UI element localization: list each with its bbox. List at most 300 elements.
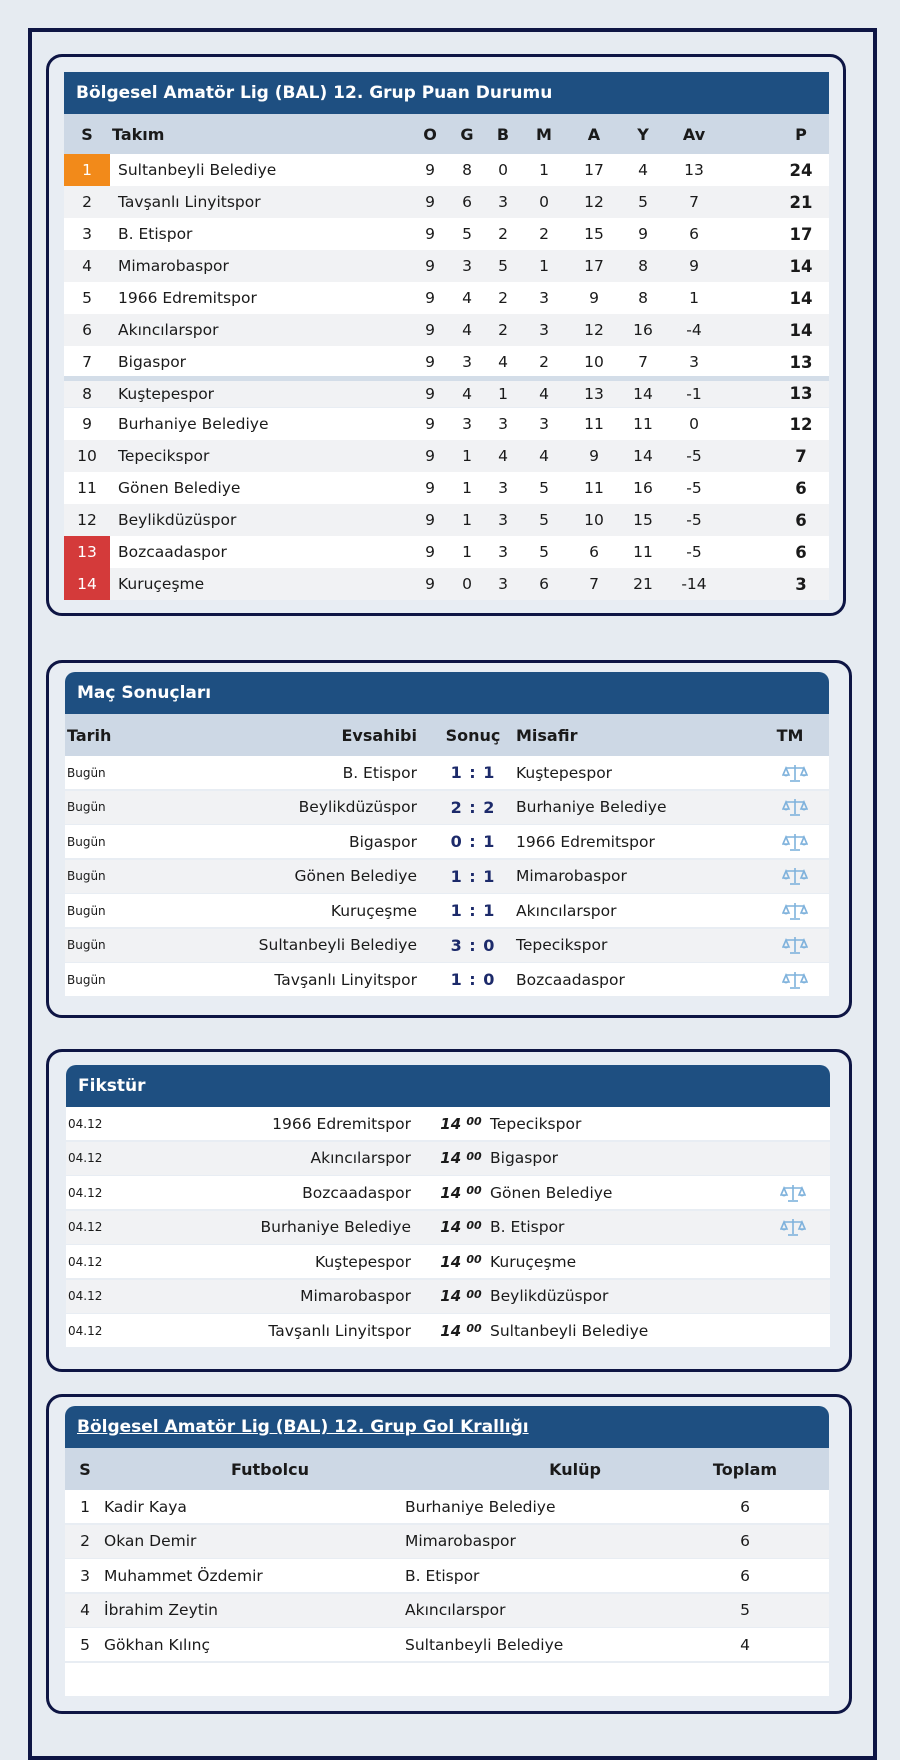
- table-row: [65, 1628, 829, 1661]
- stat-points: 13: [789, 384, 813, 403]
- table-row: [65, 1559, 829, 1592]
- stat-a: 11: [584, 479, 604, 497]
- kickoff-time: [426, 1280, 496, 1313]
- standings-col-p: P: [795, 124, 807, 144]
- stat-o: 9: [425, 543, 435, 561]
- standings-col-av: Av: [682, 124, 706, 144]
- kickoff-hour: 14: [440, 1321, 462, 1340]
- scorers-col-total: Toplam: [712, 1459, 778, 1479]
- stat-points: 14: [789, 288, 813, 308]
- team-name[interactable]: Bozcaadaspor: [118, 543, 227, 561]
- away-team[interactable]: Kuruçeşme: [490, 1252, 577, 1271]
- stat-o: 9: [425, 161, 435, 179]
- stat-o: 9: [425, 353, 435, 371]
- stat-y: 16: [633, 479, 653, 497]
- kickoff-time: [426, 1176, 496, 1209]
- stat-points: 17: [789, 224, 813, 244]
- results-title: [65, 672, 829, 714]
- match-date: Bugün: [67, 972, 106, 987]
- team-name[interactable]: Tavşanlı Linyitspor: [118, 193, 261, 211]
- stat-g: 0: [462, 575, 472, 593]
- stat-b: 5: [498, 257, 508, 275]
- goal-total: 5: [740, 1601, 750, 1619]
- home-team[interactable]: Sultanbeyli Belediye: [258, 936, 417, 954]
- match-date: Bugün: [67, 834, 106, 849]
- player-name[interactable]: Kadir Kaya: [104, 1497, 187, 1516]
- match-score[interactable]: 1 : 0: [450, 970, 496, 989]
- empty-row: [65, 1663, 829, 1696]
- table-row: [66, 1107, 830, 1140]
- goal-total: 6: [740, 1497, 750, 1516]
- scorer-rank: 4: [80, 1601, 90, 1619]
- scales-icon[interactable]: [775, 756, 815, 789]
- stat-m: 5: [539, 479, 549, 497]
- table-row: [65, 791, 829, 824]
- stat-y: 14: [633, 384, 653, 403]
- stat-points: 6: [795, 510, 807, 530]
- rank-cell: 12: [77, 511, 97, 529]
- kickoff-hour: 14: [440, 1183, 462, 1202]
- stat-a: 17: [584, 257, 604, 275]
- stat-points: 12: [789, 414, 813, 434]
- match-score[interactable]: 0 : 1: [450, 832, 496, 851]
- stat-a: 11: [584, 415, 604, 433]
- match-date: Bugün: [67, 869, 106, 883]
- kickoff-hour: 14: [440, 1252, 462, 1271]
- table-row: [65, 929, 829, 962]
- stat-m: 5: [539, 511, 549, 529]
- rank-cell: 4: [82, 257, 92, 275]
- stat-points: 6: [795, 542, 807, 562]
- stat-o: 9: [425, 289, 435, 307]
- table-row: [66, 1142, 830, 1175]
- club-name[interactable]: Mimarobaspor: [405, 1532, 516, 1550]
- kickoff-time: [426, 1142, 496, 1175]
- player-name[interactable]: İbrahim Zeytin: [104, 1601, 218, 1619]
- stat-y: 11: [633, 415, 653, 433]
- stat-b: 3: [498, 575, 508, 593]
- stat-a: 9: [589, 289, 599, 307]
- results-column-header: [65, 714, 829, 756]
- stat-o: 9: [425, 511, 435, 529]
- kickoff-minute: 00: [466, 1253, 482, 1266]
- standings-column-header: [64, 114, 829, 154]
- rank-cell: 7: [82, 353, 92, 371]
- standings-title-text: Bölgesel Amatör Lig (BAL) 12. Grup Puan Durumu: [76, 83, 553, 103]
- stat-y: 8: [638, 289, 648, 307]
- stat-m: 5: [539, 543, 549, 561]
- stat-av: -4: [686, 321, 702, 339]
- standings-col-o: O: [423, 124, 437, 144]
- scorer-rank: 2: [80, 1532, 90, 1550]
- fixture-date: 04.12: [68, 1151, 103, 1165]
- home-team[interactable]: Beylikdüzüspor: [298, 798, 417, 816]
- table-row: [64, 568, 829, 600]
- kickoff-time: [426, 1245, 496, 1278]
- team-name[interactable]: Gönen Belediye: [118, 479, 241, 497]
- away-team[interactable]: Burhaniye Belediye: [516, 798, 667, 816]
- table-row: [64, 346, 829, 378]
- table-row: [64, 218, 829, 250]
- away-team[interactable]: Gönen Belediye: [490, 1183, 613, 1202]
- stat-b: 3: [498, 543, 508, 561]
- away-team[interactable]: Bozcaadaspor: [516, 970, 625, 989]
- home-team[interactable]: B. Etispor: [342, 763, 417, 782]
- away-team[interactable]: Tepecikspor: [516, 936, 608, 954]
- scales-icon[interactable]: [775, 894, 815, 927]
- fixture-date: 04.12: [68, 1185, 103, 1200]
- standings-col-g: G: [460, 124, 474, 144]
- team-name[interactable]: Bigaspor: [118, 353, 187, 371]
- stat-b: 4: [498, 447, 508, 465]
- stat-a: 10: [584, 511, 604, 529]
- fixture-date: 04.12: [68, 1323, 103, 1338]
- rank-cell: 2: [82, 193, 92, 211]
- table-row: [65, 1525, 829, 1558]
- goal-total: 6: [740, 1532, 750, 1550]
- stat-o: 9: [425, 257, 435, 275]
- rank-cell: 1: [64, 154, 110, 186]
- kickoff-time: [426, 1107, 496, 1140]
- away-team[interactable]: Tepecikspor: [490, 1114, 582, 1133]
- fixture-date: 04.12: [68, 1254, 103, 1269]
- table-row: [64, 408, 829, 440]
- stat-g: 1: [462, 511, 472, 529]
- rank-cell: 9: [82, 415, 92, 433]
- table-row: [64, 282, 829, 314]
- away-team[interactable]: Beylikdüzüspor: [490, 1287, 609, 1305]
- team-name[interactable]: Mimarobaspor: [118, 257, 229, 275]
- stat-y: 5: [638, 193, 648, 211]
- home-team[interactable]: Akıncılarspor: [310, 1149, 411, 1167]
- table-row: [64, 440, 829, 472]
- fixtures-title-text: Fikstür: [78, 1076, 146, 1096]
- stat-o: 9: [425, 193, 435, 211]
- stat-a: 12: [584, 193, 604, 211]
- stat-g: 3: [462, 257, 472, 275]
- goal-total: 6: [740, 1566, 750, 1585]
- stat-y: 9: [638, 225, 648, 243]
- stat-y: 8: [638, 257, 648, 275]
- kickoff-time: [426, 1211, 496, 1244]
- stat-av: 13: [684, 161, 704, 179]
- scales-icon[interactable]: [775, 860, 815, 893]
- stat-o: 9: [425, 415, 435, 433]
- away-team[interactable]: Bigaspor: [490, 1149, 559, 1167]
- scorer-rank: 3: [80, 1566, 90, 1585]
- scorers-title: [65, 1406, 829, 1448]
- match-score[interactable]: 1 : 1: [450, 866, 496, 886]
- stat-y: 11: [633, 543, 653, 561]
- home-team[interactable]: Kuştepespor: [314, 1252, 411, 1271]
- table-row: [64, 504, 829, 536]
- stat-g: 1: [462, 543, 472, 561]
- away-team[interactable]: Akıncılarspor: [516, 901, 617, 920]
- rank-cell: 11: [77, 479, 97, 497]
- rank-cell: 13: [64, 536, 110, 568]
- club-name[interactable]: Sultanbeyli Belediye: [405, 1635, 564, 1654]
- stat-g: 1: [462, 479, 472, 497]
- home-team[interactable]: Gönen Belediye: [294, 867, 417, 885]
- home-team[interactable]: Kuruçeşme: [330, 901, 417, 920]
- stat-o: 9: [425, 575, 435, 593]
- team-name[interactable]: Beylikdüzüspor: [118, 511, 237, 529]
- stat-g: 3: [462, 353, 472, 371]
- table-row: [64, 250, 829, 282]
- away-team[interactable]: 1966 Edremitspor: [516, 832, 655, 851]
- stat-y: 4: [638, 161, 648, 179]
- team-name[interactable]: 1966 Edremitspor: [118, 289, 257, 307]
- stat-m: 1: [539, 257, 549, 275]
- scorers-col-player: Futbolcu: [231, 1459, 309, 1479]
- table-row: [66, 1245, 830, 1278]
- stat-y: 15: [633, 511, 653, 529]
- stat-b: 2: [498, 321, 508, 339]
- scorers-column-header: [65, 1448, 829, 1490]
- team-name[interactable]: Tepecikspor: [118, 447, 210, 465]
- stat-m: 4: [539, 384, 549, 403]
- scales-icon[interactable]: [773, 1176, 813, 1209]
- match-date: Bugün: [67, 765, 106, 780]
- table-row: [66, 1314, 830, 1347]
- stat-av: -5: [686, 479, 702, 497]
- rank-cell: 14: [64, 568, 110, 600]
- match-date: Bugün: [67, 938, 106, 952]
- stat-av: -5: [686, 543, 702, 561]
- stat-g: 4: [462, 289, 472, 307]
- stat-g: 5: [462, 225, 472, 243]
- home-team[interactable]: Burhaniye Belediye: [260, 1218, 411, 1236]
- stat-m: 6: [539, 575, 549, 593]
- stat-av: 9: [689, 257, 699, 275]
- standings-col-team: Takım: [112, 124, 165, 144]
- stat-o: 9: [425, 479, 435, 497]
- club-name[interactable]: B. Etispor: [405, 1566, 480, 1585]
- stat-av: 1: [689, 289, 699, 307]
- results-title-text: Maç Sonuçları: [77, 683, 212, 703]
- table-row: [64, 186, 829, 218]
- results-col-date: Tarih: [67, 725, 112, 745]
- scales-icon[interactable]: [775, 825, 815, 858]
- stat-y: 7: [638, 353, 648, 371]
- scorer-rank: 5: [80, 1635, 90, 1654]
- rank-cell: 8: [82, 384, 92, 403]
- stat-b: 4: [498, 353, 508, 371]
- stat-m: 3: [539, 321, 549, 339]
- stat-b: 3: [498, 193, 508, 211]
- stat-av: -5: [686, 511, 702, 529]
- kickoff-time: [426, 1314, 496, 1347]
- stat-a: 7: [589, 575, 599, 593]
- match-score[interactable]: 1 : 1: [450, 901, 496, 920]
- club-name[interactable]: Akıncılarspor: [405, 1601, 506, 1619]
- home-team[interactable]: Mimarobaspor: [300, 1287, 411, 1305]
- stat-m: 3: [539, 289, 549, 307]
- match-score[interactable]: 2 : 2: [450, 797, 496, 817]
- stat-b: 2: [498, 289, 508, 307]
- standings-col-b: B: [496, 124, 510, 144]
- stat-g: 3: [462, 415, 472, 433]
- stat-b: 3: [498, 511, 508, 529]
- club-name[interactable]: Burhaniye Belediye: [405, 1497, 556, 1516]
- scorer-rank: 1: [80, 1497, 90, 1516]
- kickoff-minute: 00: [466, 1184, 482, 1197]
- stat-av: 0: [689, 415, 699, 433]
- rank-cell: 5: [82, 289, 92, 307]
- stat-m: 3: [539, 415, 549, 433]
- stat-o: 9: [425, 225, 435, 243]
- stat-g: 4: [462, 321, 472, 339]
- table-row: [66, 1280, 830, 1313]
- stat-m: 4: [539, 447, 549, 465]
- kickoff-minute: 00: [466, 1322, 482, 1335]
- table-row: [66, 1211, 830, 1244]
- home-team[interactable]: Tavşanlı Linyitspor: [268, 1321, 411, 1340]
- stat-points: 6: [795, 478, 807, 498]
- match-score[interactable]: 1 : 1: [450, 763, 496, 782]
- stat-a: 9: [589, 447, 599, 465]
- table-row: [65, 963, 829, 996]
- player-name[interactable]: Gökhan Kılınç: [104, 1635, 210, 1654]
- standings-col-m: M: [536, 124, 552, 144]
- table-row: [65, 1594, 829, 1627]
- scales-icon[interactable]: [775, 963, 815, 996]
- fixture-date: 04.12: [68, 1116, 103, 1131]
- scorers-col-s: S: [79, 1459, 91, 1479]
- home-team[interactable]: Bozcaadaspor: [302, 1183, 411, 1202]
- stat-b: 2: [498, 225, 508, 243]
- rank-cell: 3: [82, 225, 92, 243]
- stat-points: 13: [789, 352, 813, 372]
- stat-points: 21: [789, 192, 813, 212]
- stat-g: 1: [462, 447, 472, 465]
- team-name[interactable]: Burhaniye Belediye: [118, 415, 269, 433]
- zone-divider: [64, 376, 829, 381]
- away-team[interactable]: Mimarobaspor: [516, 867, 627, 885]
- match-date: Bugün: [67, 800, 106, 814]
- goal-total: 4: [740, 1635, 750, 1654]
- player-name[interactable]: Muhammet Özdemir: [104, 1566, 263, 1585]
- results-col-score: Sonuç: [445, 725, 501, 745]
- stat-g: 4: [462, 384, 472, 403]
- scales-icon[interactable]: [775, 791, 815, 824]
- stat-points: 14: [789, 256, 813, 276]
- home-team[interactable]: 1966 Edremitspor: [272, 1114, 411, 1133]
- stat-g: 8: [462, 161, 472, 179]
- stat-a: 13: [584, 384, 604, 403]
- table-row: [64, 472, 829, 504]
- stat-a: 15: [584, 225, 604, 243]
- team-name[interactable]: B. Etispor: [118, 225, 193, 243]
- stat-m: 2: [539, 225, 549, 243]
- stat-y: 21: [633, 575, 653, 593]
- stat-av: 3: [689, 353, 699, 371]
- stat-a: 17: [584, 161, 604, 179]
- table-row: [64, 154, 829, 186]
- standings-col-y: Y: [637, 124, 649, 144]
- stat-b: 1: [498, 384, 508, 403]
- kickoff-minute: 00: [466, 1149, 482, 1163]
- scales-icon[interactable]: [775, 929, 815, 962]
- results-col-home: Evsahibi: [341, 725, 417, 745]
- fixtures-title: [66, 1065, 830, 1107]
- team-name[interactable]: Akıncılarspor: [118, 321, 219, 339]
- stat-g: 6: [462, 193, 472, 211]
- kickoff-minute: 00: [466, 1115, 482, 1128]
- stat-m: 1: [539, 161, 549, 179]
- table-row: [64, 536, 829, 568]
- away-team[interactable]: Sultanbeyli Belediye: [490, 1321, 649, 1340]
- kickoff-hour: 14: [440, 1287, 462, 1305]
- stat-b: 3: [498, 479, 508, 497]
- table-row: [65, 894, 829, 927]
- scorers-title-link[interactable]: Bölgesel Amatör Lig (BAL) 12. Grup Gol Krallığı: [77, 1417, 529, 1437]
- results-col-away: Misafir: [516, 725, 578, 745]
- stat-m: 0: [539, 193, 549, 211]
- stat-a: 12: [584, 321, 604, 339]
- stat-av: -5: [686, 447, 702, 465]
- standings-col-a: A: [587, 124, 601, 144]
- stat-av: -14: [681, 575, 707, 593]
- team-name[interactable]: Kuştepespor: [118, 384, 215, 403]
- home-team[interactable]: Bigaspor: [348, 832, 417, 851]
- away-team[interactable]: B. Etispor: [490, 1218, 565, 1236]
- home-team[interactable]: Tavşanlı Linyitspor: [274, 970, 417, 989]
- kickoff-minute: 00: [466, 1218, 482, 1232]
- stat-points: 24: [789, 160, 813, 180]
- kickoff-hour: 14: [440, 1218, 462, 1236]
- stat-b: 3: [498, 415, 508, 433]
- stat-o: 9: [425, 321, 435, 339]
- stat-b: 0: [498, 161, 508, 179]
- fixture-date: 04.12: [68, 1289, 103, 1303]
- scorers-col-club: Kulüp: [549, 1459, 601, 1479]
- team-name[interactable]: Kuruçeşme: [118, 575, 205, 593]
- stat-a: 6: [589, 543, 599, 561]
- stat-av: 6: [689, 225, 699, 243]
- stat-av: -1: [686, 384, 702, 403]
- standings-col-s: S: [81, 124, 93, 144]
- table-row: [65, 825, 829, 858]
- away-team[interactable]: Kuştepespor: [516, 763, 613, 782]
- results-col-tm: TM: [776, 725, 804, 745]
- stat-y: 16: [633, 321, 653, 339]
- stat-o: 9: [425, 384, 435, 403]
- stat-o: 9: [425, 447, 435, 465]
- stat-points: 14: [789, 320, 813, 340]
- match-score[interactable]: 3 : 0: [450, 935, 496, 955]
- table-row: [65, 1490, 829, 1523]
- stat-points: 7: [795, 446, 807, 466]
- kickoff-hour: 14: [440, 1149, 462, 1167]
- stat-av: 7: [689, 193, 699, 211]
- scales-icon[interactable]: [773, 1211, 813, 1244]
- stat-m: 2: [539, 353, 549, 371]
- table-row: [64, 314, 829, 346]
- standings-title: [64, 72, 829, 114]
- table-row: [65, 756, 829, 789]
- rank-cell: 10: [77, 447, 97, 465]
- rank-cell: 6: [82, 321, 92, 339]
- stat-a: 10: [584, 353, 604, 371]
- kickoff-hour: 14: [440, 1114, 462, 1133]
- team-name[interactable]: Sultanbeyli Belediye: [118, 161, 277, 179]
- kickoff-minute: 00: [466, 1287, 482, 1301]
- player-name[interactable]: Okan Demir: [104, 1532, 197, 1550]
- table-row: [66, 1176, 830, 1209]
- table-row: [65, 860, 829, 893]
- fixture-date: 04.12: [68, 1220, 103, 1234]
